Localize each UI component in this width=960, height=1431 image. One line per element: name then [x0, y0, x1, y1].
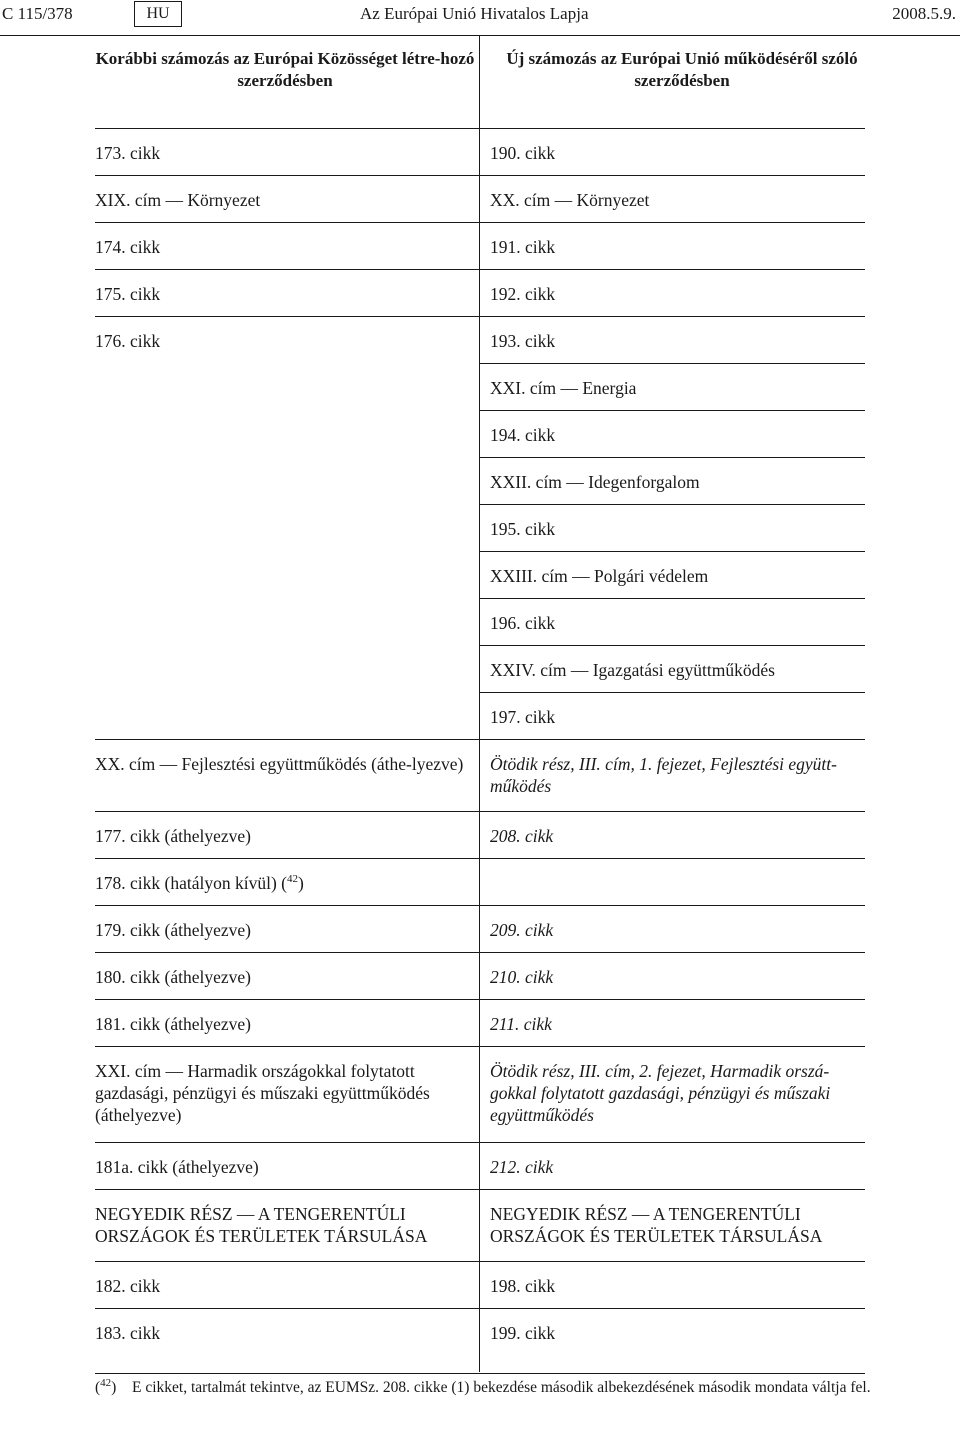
- table-row: [0, 176, 960, 223]
- table-row: [0, 223, 960, 270]
- table-row: [0, 317, 960, 364]
- table-row: [0, 1143, 960, 1190]
- right-column-header: Új számozás az Európai Unió működéséről szóló szerződésben: [506, 49, 858, 90]
- new-number-cell: XXI. cím — Energia: [490, 378, 637, 398]
- new-number-cell: 211. cikk: [490, 1014, 552, 1034]
- footnote-mark-open: (: [95, 1379, 101, 1396]
- language-badge: HU: [134, 1, 182, 27]
- footnote-reference: 42: [286, 873, 298, 886]
- old-number-cell: 176. cikk: [95, 331, 161, 351]
- table-row: [0, 1262, 960, 1309]
- new-number-cell: Ötödik rész, III. cím, 1. fejezet, Fejlesztési együtt-működés: [490, 754, 837, 796]
- left-column-header: Korábbi számozás az Európai Közösséget létre-hozó szerződésben: [95, 49, 475, 90]
- table-row: [0, 1047, 960, 1143]
- correlation-table: [0, 36, 960, 1356]
- table-header-row: [0, 36, 960, 129]
- new-number-cell: 195. cikk: [490, 519, 556, 539]
- table-row: [0, 1309, 960, 1356]
- new-number-cell: 199. cikk: [490, 1323, 556, 1343]
- new-number-cell: Ötödik rész, III. cím, 2. fejezet, Harmadik orszá-gokkal folytatott gazdasági, pénzügyi és műszaki együttműködés: [490, 1061, 831, 1125]
- old-number-text-end: ): [297, 873, 304, 893]
- old-number-cell: 177. cikk (áthelyezve): [95, 826, 251, 846]
- old-number-cell: 179. cikk (áthelyezve): [95, 920, 251, 940]
- old-number-cell: 182. cikk: [95, 1276, 161, 1296]
- old-number-cell: 181. cikk (áthelyezve): [95, 1014, 251, 1034]
- new-number-cell: 212. cikk: [490, 1157, 554, 1177]
- table-row: [0, 364, 960, 411]
- table-row: [0, 270, 960, 317]
- new-number-cell: 194. cikk: [490, 425, 556, 445]
- table-row: [0, 1000, 960, 1047]
- old-number-cell: XXI. cím — Harmadik országokkal folytatott gazdasági, pénzügyi és műszaki együttműködés (áthelyezve): [95, 1061, 430, 1125]
- old-number-cell: 175. cikk: [95, 284, 161, 304]
- table-row: [0, 646, 960, 693]
- old-number-cell: 173. cikk: [95, 143, 161, 163]
- footnote-text: E cikket, tartalmát tekintve, az EUMSz. 208. cikke (1) bekezdése második albekezdésének második mondata váltja fel.: [132, 1379, 871, 1396]
- table-row: [0, 505, 960, 552]
- new-number-cell: 191. cikk: [490, 237, 556, 257]
- new-number-cell: 197. cikk: [490, 707, 556, 727]
- old-number-cell: 174. cikk: [95, 237, 161, 257]
- new-number-cell: 192. cikk: [490, 284, 556, 304]
- old-number-cell: XX. cím — Fejlesztési együttműködés (áthe-lyezve): [95, 754, 464, 774]
- page-header: [0, 0, 960, 30]
- table-row: [0, 693, 960, 740]
- old-number-text: 178. cikk (hatályon kívül) (: [95, 873, 287, 893]
- new-number-cell: XX. cím — Környezet: [490, 190, 650, 210]
- table-row: [0, 599, 960, 646]
- new-number-cell: 193. cikk: [490, 331, 556, 351]
- page-reference: C 115/378: [2, 4, 73, 23]
- new-number-cell: 196. cikk: [490, 613, 556, 633]
- table-row: [0, 859, 960, 906]
- footnote-mark-close: ): [111, 1379, 117, 1396]
- table-row: [0, 1190, 960, 1262]
- old-number-cell: 180. cikk (áthelyezve): [95, 967, 251, 987]
- footnote-mark-number: 42: [100, 1376, 112, 1389]
- table-row: [0, 458, 960, 505]
- footnote-rule: [95, 1373, 865, 1374]
- table-row: [0, 740, 960, 812]
- old-number-cell: 181a. cikk (áthelyezve): [95, 1157, 259, 1177]
- table-row: [0, 953, 960, 1000]
- table-row: [0, 552, 960, 599]
- table-row: [0, 906, 960, 953]
- journal-title: Az Európai Unió Hivatalos Lapja: [360, 4, 589, 23]
- publication-date: 2008.5.9.: [892, 4, 956, 23]
- new-number-cell: NEGYEDIK RÉSZ — A TENGERENTÚLI ORSZÁGOK ÉS TERÜLETEK TÁRSULÁSA: [490, 1204, 823, 1246]
- footnote-mark: [95, 1378, 116, 1398]
- new-number-cell: 210. cikk: [490, 967, 554, 987]
- table-row: [0, 812, 960, 859]
- new-number-cell: 208. cikk: [490, 826, 554, 846]
- table-row: [0, 411, 960, 458]
- new-number-cell: XXIII. cím — Polgári védelem: [490, 566, 709, 586]
- new-number-cell: XXII. cím — Idegenforgalom: [490, 472, 700, 492]
- table-row: [0, 129, 960, 176]
- new-number-cell: 190. cikk: [490, 143, 556, 163]
- old-number-cell: 183. cikk: [95, 1323, 161, 1343]
- old-number-cell: [95, 872, 465, 894]
- new-number-cell: 198. cikk: [490, 1276, 556, 1296]
- old-number-cell: NEGYEDIK RÉSZ — A TENGERENTÚLI ORSZÁGOK ÉS TERÜLETEK TÁRSULÁSA: [95, 1204, 428, 1246]
- new-number-cell: 209. cikk: [490, 920, 554, 940]
- old-number-cell: XIX. cím — Környezet: [95, 190, 261, 210]
- new-number-cell: XXIV. cím — Igazgatási együttműködés: [490, 660, 775, 680]
